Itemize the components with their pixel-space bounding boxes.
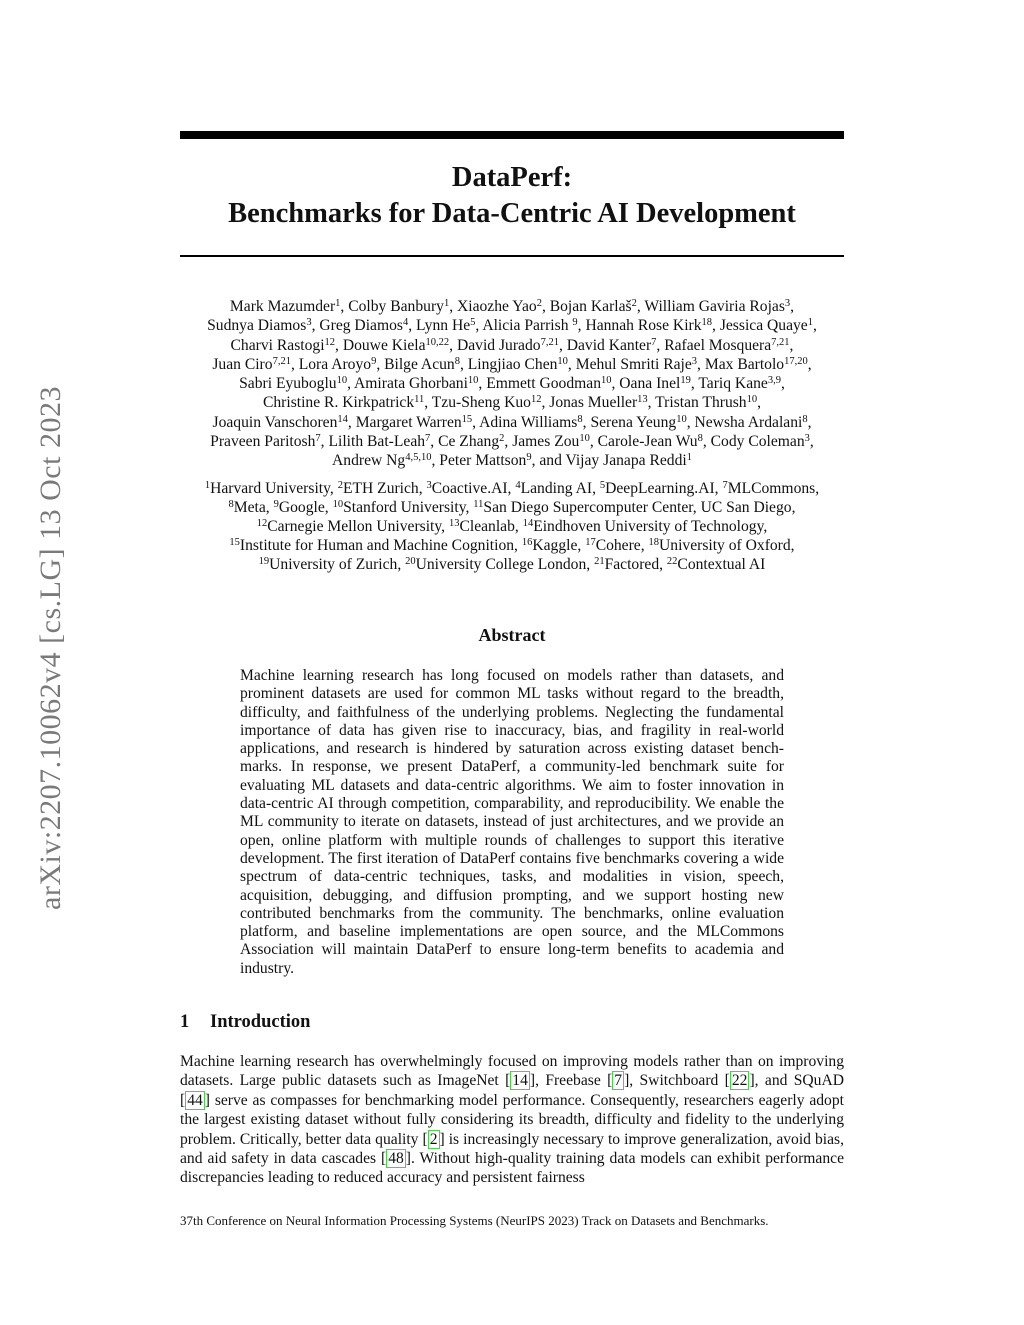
citation-link[interactable]: 22 bbox=[731, 1072, 748, 1090]
affiliation-marker: 17,20 bbox=[784, 355, 808, 367]
affiliation-marker: 10 bbox=[557, 355, 568, 367]
affiliation-marker: 7 bbox=[722, 480, 728, 491]
affiliation-marker: 7 bbox=[315, 433, 321, 445]
author-line-text: , Lynn He bbox=[408, 317, 471, 335]
author-line-text: Juan Ciro bbox=[212, 355, 273, 373]
affiliation-marker: 4 bbox=[515, 480, 521, 491]
affiliation-marker: 5 bbox=[470, 317, 476, 329]
author-line bbox=[160, 355, 864, 374]
affiliation-line-text: Kaggle, bbox=[532, 537, 586, 554]
affiliation-marker: 7 bbox=[425, 433, 431, 445]
intro-text: ], and SQuAD [ bbox=[180, 1072, 845, 1109]
author-line-text: , Margaret Warren bbox=[347, 413, 462, 431]
affiliation-marker: 7,21 bbox=[540, 336, 559, 348]
affiliation-marker: 15 bbox=[461, 413, 473, 425]
intro-text: ] serve as compasses for benchmarking model performance. Consequently, researchers eagerly adopt the largest existing dataset without fully considering its breadth, difficulty and fidelity to the underlying problem. Critically, better data quality [ bbox=[180, 1091, 844, 1148]
affiliation-line bbox=[160, 517, 864, 536]
intro-text: ], Freebase [ bbox=[529, 1072, 613, 1090]
intro-text: ] is increasingly necessary to improve generalization, avoid bias, and aid safety in data cascades [ bbox=[180, 1130, 845, 1168]
affiliation-marker: 9 bbox=[572, 317, 578, 329]
affiliation-line-text: University of Oxford, bbox=[659, 537, 795, 554]
affiliation-marker: 8 bbox=[454, 355, 460, 367]
author-line-text: , Amirata Ghorbani bbox=[347, 375, 468, 393]
affiliation-line bbox=[160, 536, 864, 555]
author-line-text: , Tzu-Sheng Kuo bbox=[424, 394, 531, 412]
citation-link[interactable]: 2 bbox=[429, 1130, 438, 1148]
affiliation-marker: 4 bbox=[402, 317, 409, 329]
affiliation-marker: 1 bbox=[204, 480, 211, 491]
title-line-2: Benchmarks for Data-Centric AI Development bbox=[228, 198, 796, 229]
author-line-text: , Newsha Ardalani bbox=[686, 413, 803, 431]
title-line-1: DataPerf: bbox=[451, 162, 573, 193]
affiliation-marker: 5 bbox=[599, 480, 606, 491]
affiliation-line-text: San Diego Supercomputer Center, UC San Diego, bbox=[483, 499, 796, 516]
author-line-text: , bbox=[812, 317, 817, 335]
affiliation-line-text: Factored, bbox=[604, 556, 667, 573]
affiliation-marker: 3 bbox=[804, 433, 810, 445]
affiliation-marker: 4,5,10 bbox=[405, 452, 432, 464]
author-line-text: , Douwe Kiela bbox=[335, 336, 426, 354]
author-line-text: , and Vijay Janapa Reddi bbox=[531, 452, 687, 470]
affiliation-marker: 2 bbox=[536, 298, 542, 309]
affiliation-marker: 18 bbox=[648, 537, 660, 548]
author-line-text: , Oana Inel bbox=[611, 375, 681, 393]
affiliation-marker: 1 bbox=[686, 452, 692, 464]
affiliation-line-text: MLCommons, bbox=[727, 480, 820, 497]
author-line-text: , David Kanter bbox=[558, 336, 652, 354]
author-line bbox=[160, 451, 864, 470]
author-line-text: Joaquin Vanschoren bbox=[212, 413, 338, 431]
affiliation-marker: 7,21 bbox=[272, 355, 291, 367]
author-line-text: , Bojan Karlaš bbox=[541, 298, 632, 315]
author-line-text: , bbox=[809, 433, 814, 451]
affiliation-marker: 3 bbox=[691, 355, 698, 367]
affiliation-marker: 14 bbox=[522, 518, 534, 529]
citation-link[interactable]: 7 bbox=[614, 1072, 623, 1090]
author-line-text: , Tristan Thrush bbox=[647, 394, 747, 412]
author-line-text: Sudnya Diamos bbox=[207, 317, 307, 335]
venue-footnote: 37th Conference on Neural Information Processing Systems (NeurIPS 2023) Track on Datasets and Benchmarks. bbox=[180, 1213, 769, 1228]
affiliation-marker: 10 bbox=[336, 375, 348, 387]
author-list bbox=[160, 297, 864, 471]
author-line-text: , James Zou bbox=[504, 433, 580, 451]
affiliation-marker: 18 bbox=[701, 317, 713, 329]
author-line-text: , Lilith Bat-Leah bbox=[320, 433, 426, 451]
author-line-text: , bbox=[807, 413, 812, 431]
affiliation-marker: 8 bbox=[228, 499, 234, 510]
affiliation-line bbox=[160, 498, 864, 517]
affiliation-line-text: Eindhoven University of Technology, bbox=[533, 518, 768, 535]
author-line-text: , Alicia Parrish bbox=[475, 317, 573, 335]
affiliation-marker: 3 bbox=[426, 480, 432, 491]
abstract-text: Machine learning research has long focused on models rather than datasets, and prominent datasets are used for common ML tasks without regard to the breadth, difficulty, and faithfulness of the underlying problems. Neglecting the fundamental importance of data has given rise to inaccuracy, bias, and fragility in real-world applications, and research is hindered by saturation across existing dataset benchmarks. In response, we present DataPerf, a community-led benchmark suite for evaluating ML datasets and data-centric algorithms. We aim to foster innovation in data-centric AI through competition, comparability, and reproducibility. We enable the ML community to iterate on datasets, instead of just architectures, and we provide an open, online platform with multiple rounds of challenges to support this iterative development. The first iteration of DataPerf contains five benchmarks covering a wide spectrum of data-centric techniques, tasks, and modalities in vision, speech, acquisition, debugging, and diffusion prompting, and we support hosting new contributed benchmarks from the community. The benchmarks, online evaluation platform, and baseline implementations are open source, and the MLCommons Association will maintain DataPerf to ensure long-term benefits to academia and industry. bbox=[240, 667, 784, 977]
affiliation-line-text: Harvard University, bbox=[210, 480, 338, 497]
affiliation-line-text: ETH Zurich, bbox=[342, 480, 427, 497]
affiliation-line-text: University of Zurich, bbox=[269, 556, 406, 573]
author-line-text: , David Jurado bbox=[449, 336, 541, 354]
affiliation-line-text: Cohere, bbox=[595, 537, 649, 554]
affiliation-marker: 1 bbox=[807, 317, 813, 329]
author-line-text: , Ce Zhang bbox=[430, 433, 500, 451]
author-line-text: Sabri Eyuboglu bbox=[239, 375, 337, 393]
citation-link[interactable]: 14 bbox=[512, 1072, 528, 1090]
author-line-text: , William Gaviria Rojas bbox=[636, 298, 785, 315]
affiliation-line bbox=[160, 479, 864, 498]
affiliation-marker: 1 bbox=[335, 298, 341, 309]
author-line-text: , Lora Aroyo bbox=[290, 355, 372, 373]
affiliation-marker: 20 bbox=[405, 556, 416, 567]
title-bottom-rule bbox=[180, 255, 844, 257]
affiliation-marker: 22 bbox=[666, 556, 678, 567]
author-line-text: , bbox=[790, 298, 795, 315]
arxiv-stamp: arXiv:2207.10062v4 [cs.LG] 13 Oct 2023 bbox=[34, 386, 67, 910]
affiliation-marker: 12 bbox=[256, 518, 268, 529]
author-line-text: , Peter Mattson bbox=[431, 452, 527, 470]
author-line-text: Christine R. Kirkpatrick bbox=[262, 394, 415, 412]
author-line-text: Mark Mazumder bbox=[229, 298, 336, 315]
author-line bbox=[160, 297, 864, 316]
affiliation-marker: 13 bbox=[637, 394, 648, 406]
affiliation-marker: 3 bbox=[306, 317, 312, 329]
author-line bbox=[160, 374, 864, 393]
affiliation-marker: 10 bbox=[601, 375, 612, 387]
affiliation-marker: 10 bbox=[746, 394, 758, 406]
author-line-text: , bbox=[789, 336, 794, 354]
intro-text: ]. Without high-quality training data models can exhibit performance discrepancies leading to reduced accuracy and persistent fairness bbox=[180, 1150, 844, 1187]
affiliation-line-text: University College London, bbox=[415, 556, 595, 573]
paper-title bbox=[180, 160, 844, 232]
author-line-text: , Adina Williams bbox=[472, 413, 578, 431]
affiliation-marker: 19 bbox=[258, 556, 270, 567]
affiliation-line-text: Institute for Human and Machine Cognition, bbox=[239, 537, 522, 554]
author-line-text: Praveen Paritosh bbox=[210, 433, 316, 451]
author-line-text: , Jonas Mueller bbox=[541, 394, 638, 412]
affiliation-marker: 10 bbox=[467, 375, 479, 387]
affiliation-list bbox=[160, 479, 864, 574]
introduction-paragraph bbox=[180, 1052, 844, 1188]
author-line-text: , Serena Yeung bbox=[582, 413, 677, 431]
affiliation-line-text: Landing AI, bbox=[520, 480, 600, 497]
affiliation-line-text: DeepLearning.AI, bbox=[605, 480, 723, 497]
affiliation-marker: 13 bbox=[448, 518, 460, 529]
affiliation-marker: 9 bbox=[526, 452, 532, 464]
affiliation-marker: 14 bbox=[337, 413, 348, 425]
affiliation-marker: 16 bbox=[521, 537, 533, 548]
affiliation-marker: 7,21 bbox=[771, 336, 790, 348]
author-line-text: Andrew Ng bbox=[332, 452, 406, 470]
affiliation-marker: 21 bbox=[594, 556, 605, 567]
citation-link[interactable]: 44 bbox=[187, 1091, 203, 1109]
affiliation-marker: 12 bbox=[324, 336, 336, 348]
author-line bbox=[160, 432, 864, 451]
author-line-text: , Hannah Rose Kirk bbox=[577, 317, 702, 335]
author-line-text: , Rafael Mosquera bbox=[656, 336, 772, 354]
affiliation-marker: 2 bbox=[337, 480, 343, 491]
author-line-text: , Bilge Acun bbox=[376, 355, 455, 373]
affiliation-marker: 3 bbox=[784, 298, 791, 309]
affiliation-marker: 2 bbox=[631, 298, 637, 309]
section-title: Introduction bbox=[210, 1012, 311, 1032]
affiliation-marker: 7 bbox=[651, 336, 657, 348]
affiliation-marker: 9 bbox=[273, 499, 279, 510]
author-line-text: , Xiaozhe Yao bbox=[449, 298, 537, 315]
section-number: 1 bbox=[180, 1012, 190, 1032]
affiliation-marker: 3,9 bbox=[767, 375, 781, 387]
author-line-text: Charvi Rastogi bbox=[230, 336, 325, 354]
affiliation-marker: 10 bbox=[579, 433, 590, 445]
affiliation-marker: 8 bbox=[697, 433, 703, 445]
author-line-text: , bbox=[780, 375, 785, 393]
intro-text: Machine learning research has overwhelmingly focused on improving models rather than on improving datasets. Large public datasets such as ImageNet [ bbox=[180, 1053, 844, 1090]
affiliation-marker: 19 bbox=[680, 375, 691, 387]
affiliation-marker: 10 bbox=[676, 413, 687, 425]
affiliation-marker: 2 bbox=[499, 433, 505, 445]
affiliation-marker: 1 bbox=[443, 298, 450, 309]
affiliation-marker: 8 bbox=[577, 413, 583, 425]
intro-text: ], Switchboard [ bbox=[624, 1072, 730, 1090]
affiliation-marker: 8 bbox=[802, 413, 808, 425]
author-line-text: , Mehul Smriti Raje bbox=[567, 355, 692, 373]
author-line-text: , Tariq Kane bbox=[690, 375, 768, 393]
title-top-rule bbox=[180, 131, 844, 139]
affiliation-marker: 9 bbox=[371, 355, 377, 367]
author-line bbox=[160, 316, 864, 335]
author-line-text: , Greg Diamos bbox=[311, 317, 403, 335]
author-line-text: , bbox=[807, 355, 812, 373]
citation-link[interactable]: 48 bbox=[388, 1150, 404, 1168]
affiliation-marker: 11 bbox=[414, 394, 425, 406]
affiliation-marker: 11 bbox=[473, 499, 484, 510]
author-line-text: , Colby Banbury bbox=[340, 298, 444, 315]
author-line-text: , Max Bartolo bbox=[697, 355, 785, 373]
affiliation-line bbox=[160, 555, 864, 574]
author-line bbox=[160, 413, 864, 432]
affiliation-marker: 10 bbox=[332, 499, 344, 510]
author-line-text: , Cody Coleman bbox=[702, 433, 805, 451]
affiliation-marker: 17 bbox=[585, 537, 596, 548]
affiliation-line-text: Contextual AI bbox=[677, 556, 766, 573]
affiliation-marker: 15 bbox=[229, 537, 240, 548]
affiliation-marker: 12 bbox=[530, 394, 542, 406]
author-line-text: , bbox=[757, 394, 762, 412]
author-line-text: , Emmett Goodman bbox=[478, 375, 601, 393]
affiliation-line-text: Google, bbox=[278, 499, 333, 516]
abstract-heading: Abstract bbox=[478, 625, 546, 645]
section-heading-introduction bbox=[180, 1012, 310, 1033]
author-line bbox=[160, 393, 864, 412]
affiliation-line-text: Meta, bbox=[233, 499, 274, 516]
author-line-text: , Jessica Quaye bbox=[712, 317, 808, 335]
affiliation-line-text: Cleanlab, bbox=[459, 518, 523, 535]
affiliation-line-text: Stanford University, bbox=[343, 499, 474, 516]
affiliation-line-text: Carnegie Mellon University, bbox=[267, 518, 449, 535]
author-line bbox=[160, 336, 864, 355]
affiliation-marker: 10,22 bbox=[425, 336, 450, 348]
author-line-text: , Carole-Jean Wu bbox=[589, 433, 698, 451]
author-line-text: , Lingjiao Chen bbox=[459, 355, 558, 373]
affiliation-line-text: Coactive.AI, bbox=[431, 480, 516, 497]
